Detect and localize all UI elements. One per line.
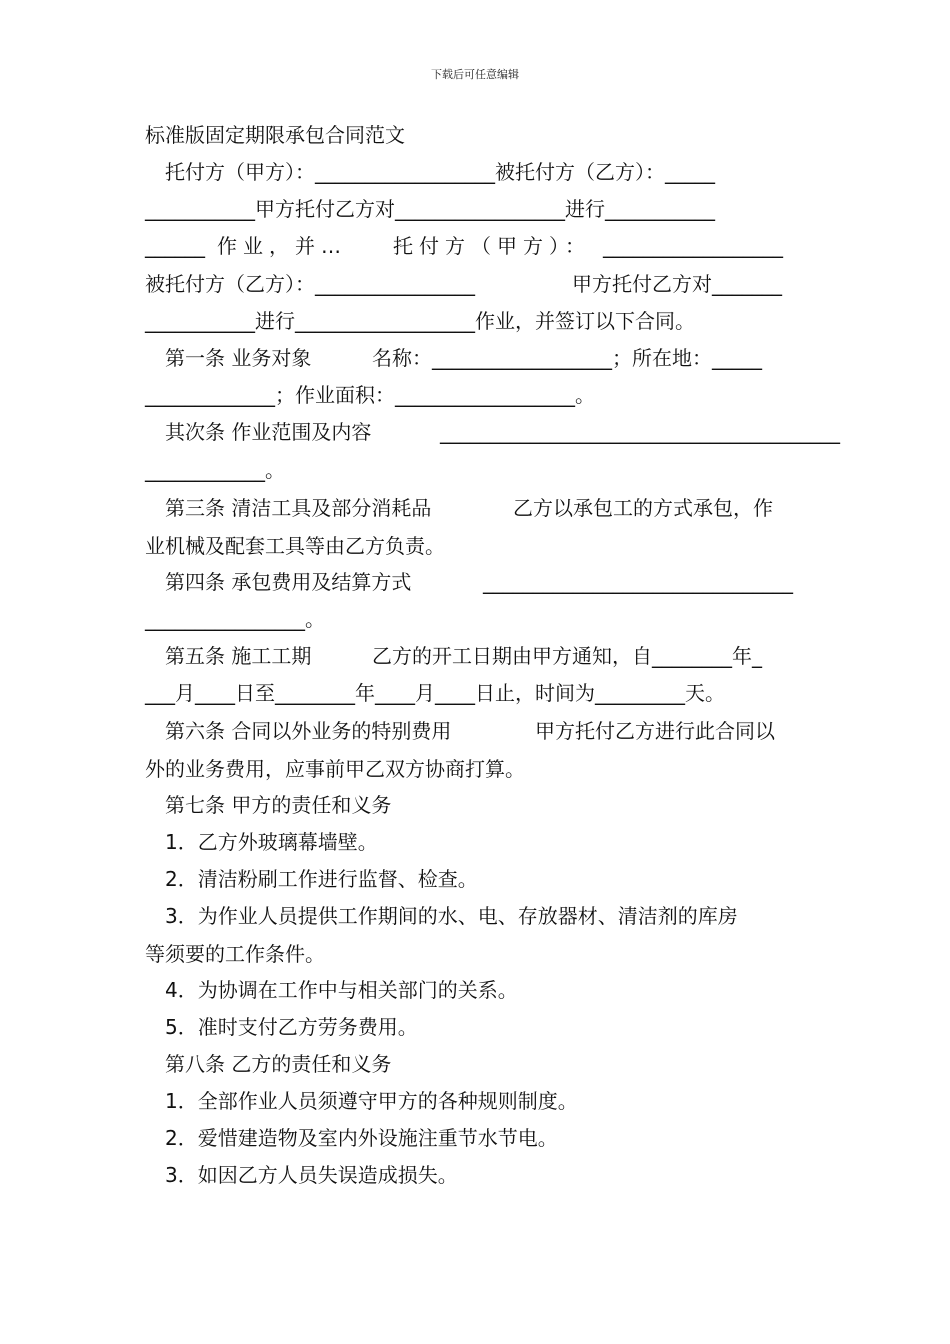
- text-fragment: 托付方（甲方）：: [393, 234, 591, 258]
- list-item: 1．乙方外玻璃幕墙壁。: [165, 830, 378, 854]
- text-fragment: ________________________________________: [440, 420, 840, 444]
- text-fragment: 乙方以承包工的方式承包，作: [513, 496, 773, 520]
- article-2-line: [165, 417, 840, 447]
- text-line: ________________。: [145, 607, 325, 631]
- article-6-heading: 第六条 合同以外业务的特别费用: [165, 719, 452, 743]
- list-item: 4．为协调在工作中与相关部门的关系。: [165, 978, 518, 1002]
- text-fragment: 名称：__________________；所在地：_____: [372, 346, 762, 370]
- text-line: 外的业务费用，应事前甲乙双方协商打算。: [145, 757, 525, 781]
- text-line: ___________进行__________________作业，并签订以下合同。: [145, 309, 695, 333]
- text-line: ___月____日至________年____月____日止，时间为_________天。: [145, 681, 725, 705]
- text-line: ____________。: [145, 458, 285, 482]
- article-5-heading: 第五条 施工工期: [165, 644, 312, 668]
- article-2-heading: 其次条 作业范围及内容: [165, 420, 372, 444]
- text-fragment: ______: [145, 234, 205, 258]
- text-fragment: 甲方托付乙方对_______: [572, 272, 782, 296]
- document-title: 标准版固定期限承包合同范文: [145, 123, 405, 147]
- article-1-heading: 第一条 业务对象: [165, 346, 312, 370]
- list-item: 1．全部作业人员须遵守甲方的各种规则制度。: [165, 1089, 578, 1113]
- article-3-heading: 第三条 清洁工具及部分消耗品: [165, 496, 432, 520]
- article-4-line: [165, 567, 805, 597]
- list-item: 2．清洁粉刷工作进行监督、检查。: [165, 867, 478, 891]
- list-item: 5．准时支付乙方劳务费用。: [165, 1015, 418, 1039]
- text-fragment: __________________: [603, 234, 783, 258]
- text-fragment: 乙方的开工日期由甲方通知，自________年_: [372, 644, 762, 668]
- text-line: 等须要的工作条件。: [145, 942, 325, 966]
- text-fragment: _______________________________: [483, 570, 793, 594]
- article-1-line: [165, 343, 805, 373]
- text-fragment: 被托付方（乙方）：________________: [145, 272, 475, 296]
- header-note: 下载后可任意编辑: [431, 68, 519, 81]
- text-line: 业机械及配套工具等由乙方负责。: [145, 534, 445, 558]
- list-item: 3．为作业人员提供工作期间的水、电、存放器材、清洁剂的库房: [165, 904, 738, 928]
- list-item: 2．爱惜建造物及室内外设施注重节水节电。: [165, 1126, 558, 1150]
- article-7-heading: 第七条 甲方的责任和义务: [165, 793, 392, 817]
- article-8-heading: 第八条 乙方的责任和义务: [165, 1052, 392, 1076]
- text-line: _____________；作业面积：__________________。: [145, 383, 595, 407]
- text-fragment: 作业，并…: [217, 234, 347, 258]
- article-3-line: [165, 493, 805, 523]
- text-line-wrap: [145, 231, 805, 261]
- text-line: ___________甲方托付乙方对_________________进行___________: [145, 197, 715, 221]
- article-5-line: [165, 641, 805, 671]
- text-line-wrap: [145, 269, 805, 299]
- text-fragment: 甲方托付乙方进行此合同以: [535, 719, 775, 743]
- article-6-line: [165, 716, 805, 746]
- list-item: 3．如因乙方人员失误造成损失。: [165, 1163, 458, 1187]
- article-4-heading: 第四条 承包费用及结算方式: [165, 570, 412, 594]
- text-line: 托付方（甲方）：__________________被托付方（乙方）：_____: [165, 160, 715, 184]
